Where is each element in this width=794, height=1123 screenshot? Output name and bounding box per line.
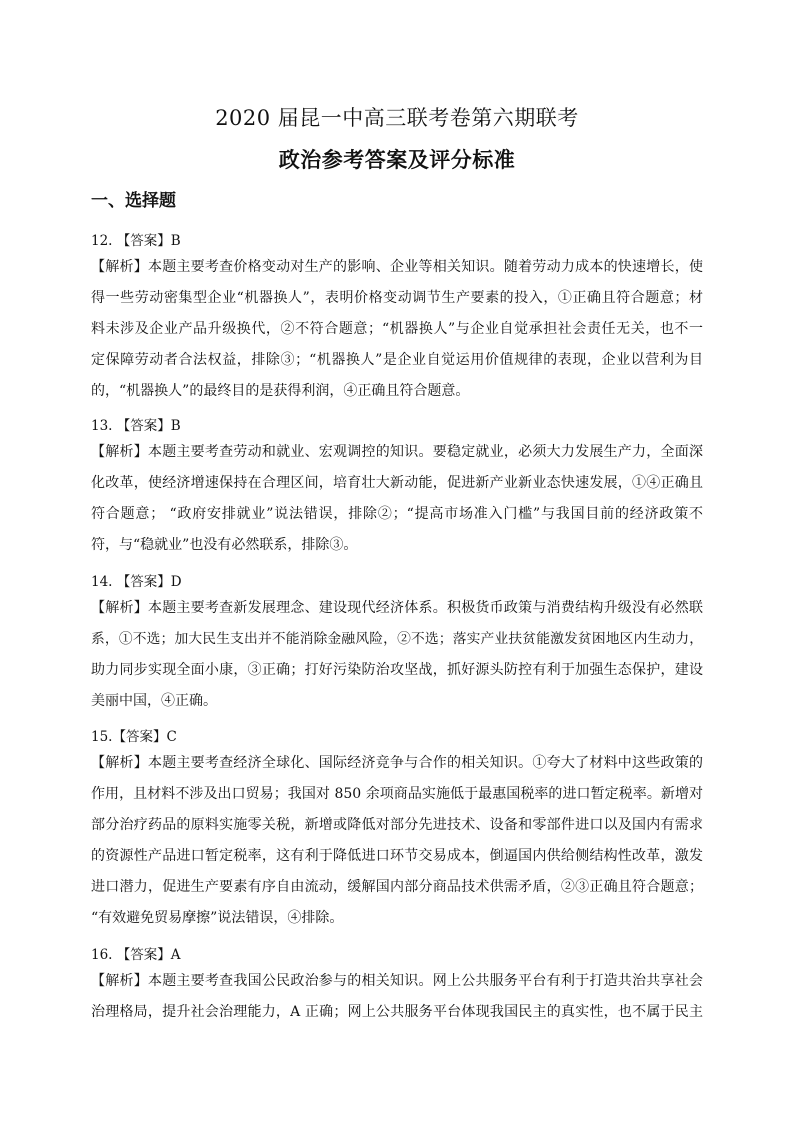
explanation-line: 化改革，使经济增速保持在合理区间，培育壮大新动能，促进新产业新业态快速发展，①④正确且 (91, 475, 703, 491)
explanation-line: 【解析】本题主要考查经济全球化、国际经济竞争与合作的相关知识。①夸大了材料中这些政策的 (91, 755, 703, 771)
document-title: 2020 届昆一中高三联考卷第六期联考 (215, 106, 579, 130)
explanation-line: 料未涉及企业产品升级换代，②不符合题意；“机器换人”与企业自觉承担社会责任无关，也不一 (91, 321, 703, 337)
answer-label-q13: 13. 【答案】B (91, 418, 181, 434)
explanation-line: 得一些劳动密集型企业“机器换人”，表明价格变动调节生产要素的投入，①正确且符合题意；材 (91, 290, 703, 306)
explanation-line: 的，“机器换人”的最终目的是获得利润，④正确且符合题意。 (91, 383, 470, 399)
explanation-line: 美丽中国，④正确。 (91, 693, 217, 709)
answer-label-q15: 15.【答案】C (91, 729, 177, 745)
explanation-line: 部分治疗药品的原料实施零关税，新增或降低对部分先进技术、设备和零部件进口以及国内有需求 (91, 817, 703, 833)
explanation-line: 治理格局，提升社会治理能力，A 正确；网上公共服务平台体现我国民主的真实性，也不属于民主 (91, 1004, 703, 1020)
explanation-q13 (91, 437, 703, 561)
explanation-q14 (91, 593, 703, 717)
explanation-line: 作用，且材料不涉及出口贸易；我国对 850 余项商品实施低于最惠国税率的进口暂定税率。新增对 (91, 786, 703, 802)
section-heading-choice: 一、选择题 (91, 191, 176, 211)
explanation-line: 【解析】本题主要考查价格变动对生产的影响、企业等相关知识。随着劳动力成本的快速增长，使 (91, 259, 703, 275)
explanation-line: “有效避免贸易摩擦”说法错误，④排除。 (91, 910, 344, 926)
explanation-q16 (91, 966, 703, 1028)
explanation-line: 的资源性产品进口暂定税率，这有利于降低进口环节交易成本，倒逼国内供给侧结构性改革，激发 (91, 848, 703, 864)
explanation-q12 (91, 252, 703, 407)
explanation-line: 符，与“稳就业”也没有必然联系，排除③。 (91, 537, 358, 553)
explanation-q15 (91, 748, 703, 934)
explanation-line: 定保障劳动者合法权益，排除③；“机器换人”是企业自觉运用价值规律的表现，企业以营利为目 (91, 352, 703, 368)
explanation-line: 【解析】本题主要考查我国公民政治参与的相关知识。网上公共服务平台有利于打造共治共享社会 (91, 973, 703, 989)
answer-label-q16: 16. 【答案】A (91, 947, 181, 963)
explanation-line: 【解析】本题主要考查新发展理念、建设现代经济体系。积极货币政策与消费结构升级没有必然联 (91, 600, 703, 616)
document-subtitle: 政治参考答案及评分标准 (278, 147, 516, 172)
explanation-line: 系，①不选；加大民生支出并不能消除金融风险，②不选；落实产业扶贫能激发贫困地区内生动力， (91, 631, 703, 647)
answer-label-q12: 12. 【答案】B (91, 233, 181, 249)
explanation-line: 助力同步实现全面小康，③正确；打好污染防治攻坚战，抓好源头防控有利于加强生态保护，建设 (91, 662, 703, 678)
explanation-line: 符合题意； “政府安排就业”说法错误，排除②；“提高市场准入门槛”与我国目前的经济政策不 (91, 506, 703, 522)
explanation-line: 进口潜力，促进生产要素有序自由流动，缓解国内部分商品技术供需矛盾，②③正确且符合题意； (91, 879, 703, 895)
answer-label-q14: 14. 【答案】D (91, 574, 182, 590)
explanation-line: 【解析】本题主要考查劳动和就业、宏观调控的知识。要稳定就业，必须大力发展生产力，全面深 (91, 444, 703, 460)
